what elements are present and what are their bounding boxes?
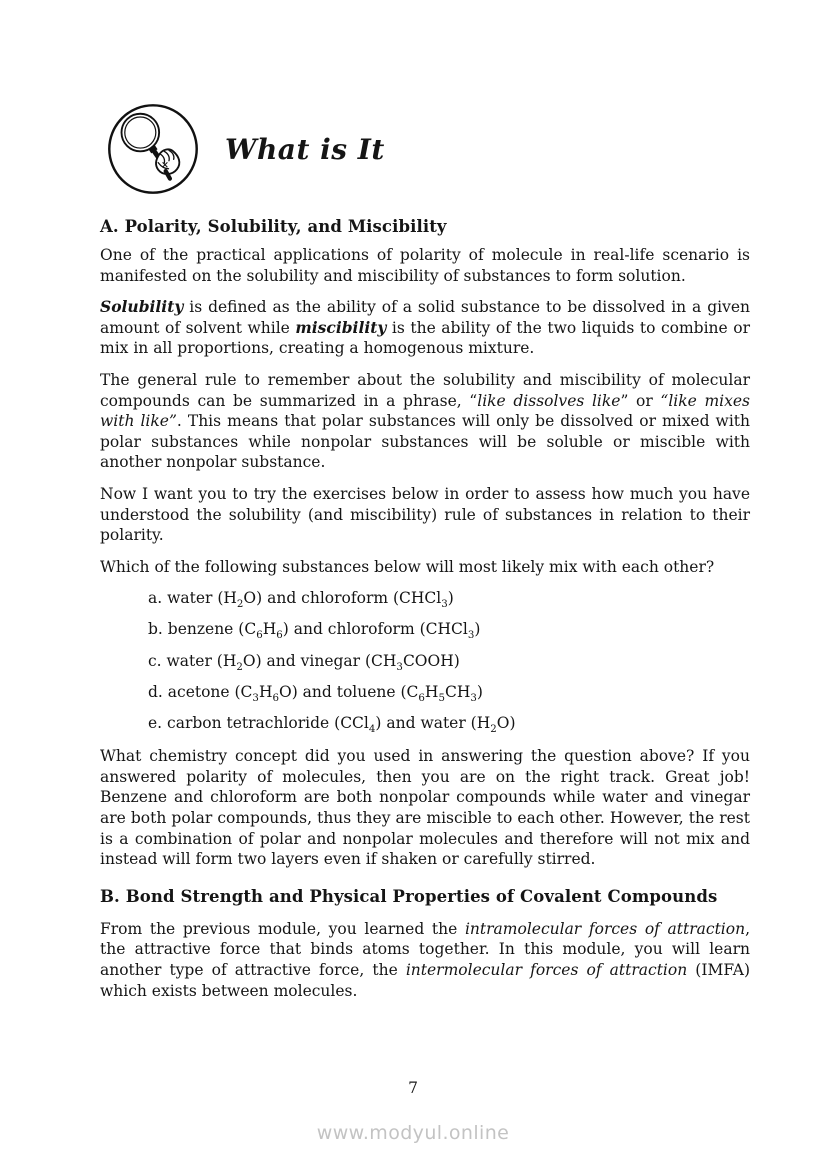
- watermark-text: www.modyul.online: [316, 1122, 510, 1144]
- page-title: What is It: [225, 132, 385, 166]
- paragraph-question: Which of the following substances below will most likely mix with each other?: [100, 557, 715, 576]
- choice-list: [100, 588, 750, 733]
- choice-b: b. benzene $(C_6H_6)$ and chloroform (CHCl$_3$): [148, 620, 481, 642]
- choice-d: d. acetone $(C_3H_6O)$ and toluene $(C_6H_5CH_3)$: [148, 682, 483, 704]
- magnifier-hand-icon: [106, 102, 200, 196]
- choice-a: a. water $(H_2O)$ and chloroform (CHCl$_3$): [148, 589, 454, 611]
- page-number: 7: [408, 1079, 418, 1097]
- section-b-heading: B. Bond Strength and Physical Properties of Covalent Compounds: [100, 886, 718, 906]
- paragraph-intro: One of the practical applications of polarity of molecule in real-life scenario is manifested on the solubility and miscibility of substances to form solution.: [100, 246, 750, 285]
- choice-c: c. water $(H_2O)$ and vinegar $(CH_3COOH)$: [148, 651, 460, 673]
- section-a-heading: A. Polarity, Solubility, and Miscibility: [100, 217, 447, 236]
- section-header: [106, 102, 750, 196]
- paragraph-exercise-intro: Now I want you to try the exercises below in order to assess how much you have understood the solubility (and miscibility) rule of substances in relation to their polarity.: [100, 484, 750, 545]
- paragraph-explanation: What chemistry concept did you used in answering the question above? If you answered polarity of molecules, then you are on the right track. Great job! Benzene and chloroform are both nonpolar compounds while water and vinegar are both polar compounds, thus they are miscible to each other. However, the rest is a combination of polar and nonpolar molecules and therefore will not mix and instead will form two layers even if shaken or carefully stirred.: [100, 747, 750, 869]
- page-content: [100, 217, 750, 1001]
- paragraph-solubility-definition: Solubility is defined as the ability of a solid substance to be dissolved in a given amount of solvent while miscibility is the ability of the two liquids to combine or mix in all proportions, creating a homogenous mixture.: [100, 297, 750, 358]
- choice-e: e. carbon tetrachloride (CCl$_4$) and water $(H_2O)$: [148, 713, 516, 735]
- paragraph-imfa: From the previous module, you learned the intramolecular forces of attraction, the attractive force that binds atoms together. In this module, you will learn another type of attractive force, the intermolecular forces of attraction (IMFA) which exists between molecules.: [100, 919, 751, 1000]
- paragraph-general-rule: The general rule to remember about the solubility and miscibility of molecular compounds can be summarized in a phrase, “like dissolves like” or “like mixes with like”. This means that polar substances will only be dissolved or mixed with polar substances while nonpolar substances will be soluble or miscible with another nonpolar substance.: [100, 370, 750, 472]
